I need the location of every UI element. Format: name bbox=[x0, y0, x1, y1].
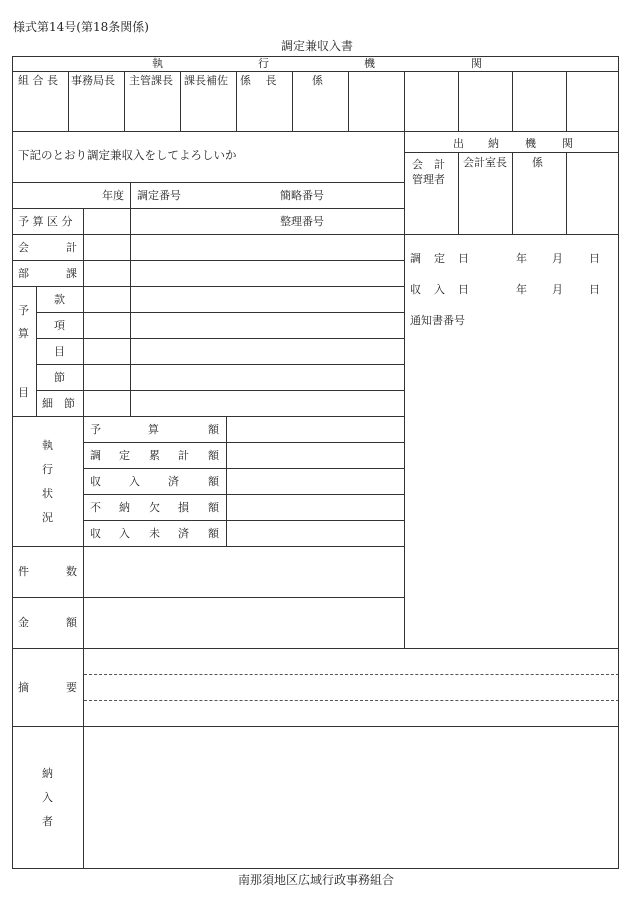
kensu-2: 数 bbox=[66, 565, 77, 578]
chotei-bango-label: 調定番号 bbox=[137, 189, 181, 202]
moku-moku: 目 bbox=[54, 345, 65, 358]
chotei-bi-1: 調 bbox=[410, 252, 421, 265]
buka-label-2: 課 bbox=[66, 267, 77, 280]
status-chotei-4: 計 bbox=[178, 449, 189, 462]
exec-header-4: 関 bbox=[471, 57, 482, 70]
request-text: 下記のとおり調定兼収入をしてよろしいか bbox=[18, 148, 237, 162]
shikko-v4: 況 bbox=[42, 511, 53, 524]
kingaku-1: 金 bbox=[18, 616, 29, 629]
suitou-header-2: 納 bbox=[488, 137, 499, 150]
status-misai-5: 額 bbox=[208, 527, 219, 540]
status-yosan-3: 額 bbox=[208, 423, 219, 436]
status-chotei-3: 累 bbox=[149, 449, 160, 462]
status-shunyu-1: 収 bbox=[90, 475, 101, 488]
role-jimukyokucho: 事務局長 bbox=[71, 74, 115, 87]
role-shukankacho: 主管課長 bbox=[129, 74, 173, 87]
moku-kan: 款 bbox=[54, 293, 65, 306]
yosan-moku-v3: 目 bbox=[18, 386, 29, 399]
suitou-header-1: 出 bbox=[453, 137, 464, 150]
status-chotei-2: 定 bbox=[119, 449, 130, 462]
form-number: 様式第14号(第18条関係) bbox=[13, 20, 149, 34]
status-yosan-1: 予 bbox=[90, 423, 101, 436]
shunyu-bi-3: 日 bbox=[458, 283, 469, 296]
shoryaku-bango-label: 簡略番号 bbox=[280, 189, 324, 202]
shikko-v2: 行 bbox=[42, 463, 53, 476]
moku-setsu: 節 bbox=[54, 371, 65, 384]
yosan-kubun-label: 予 算 区 分 bbox=[18, 215, 73, 228]
moku-saisetsu: 細 節 bbox=[42, 397, 75, 410]
status-misai-4: 済 bbox=[178, 527, 189, 540]
status-funo-1: 不 bbox=[90, 501, 101, 514]
shunyu-year: 年 bbox=[516, 283, 527, 296]
kaikei-label-2: 計 bbox=[66, 241, 77, 254]
role-kachohosa: 課長補佐 bbox=[184, 74, 228, 87]
yosan-moku-v2: 算 bbox=[18, 327, 29, 340]
shunyu-day: 日 bbox=[589, 283, 600, 296]
exec-header-3: 機 bbox=[364, 57, 375, 70]
kingaku-2: 額 bbox=[66, 616, 77, 629]
status-chotei-1: 調 bbox=[90, 449, 101, 462]
exec-header-2: 行 bbox=[258, 57, 269, 70]
chotei-day: 日 bbox=[589, 252, 600, 265]
shikko-v3: 状 bbox=[42, 487, 53, 500]
kensu-1: 件 bbox=[18, 565, 29, 578]
role-kakaricho: 係 長 bbox=[240, 74, 277, 87]
moku-ko: 項 bbox=[54, 319, 65, 332]
exec-header-1: 執 bbox=[152, 57, 163, 70]
status-shunyu-3: 済 bbox=[168, 475, 179, 488]
nonyusha-3: 者 bbox=[42, 815, 53, 828]
chotei-bi-3: 日 bbox=[458, 252, 469, 265]
role-kaikei-kanrisha: 会 計 管理者 bbox=[412, 158, 445, 186]
status-funo-2: 納 bbox=[119, 501, 130, 514]
status-shunyu-2: 入 bbox=[129, 475, 140, 488]
tekiyo-1: 摘 bbox=[18, 681, 29, 694]
role-kumiaicho: 組 合 長 bbox=[18, 74, 58, 87]
nonyusha-1: 納 bbox=[42, 767, 53, 780]
status-funo-3: 欠 bbox=[149, 501, 160, 514]
chotei-month: 月 bbox=[552, 252, 563, 265]
status-yosan-2: 算 bbox=[148, 423, 159, 436]
shunyu-bi-1: 収 bbox=[410, 283, 421, 296]
status-misai-3: 未 bbox=[149, 527, 160, 540]
kaikei-label-1: 会 bbox=[18, 241, 29, 254]
chotei-bi-2: 定 bbox=[434, 252, 445, 265]
status-funo-4: 損 bbox=[178, 501, 189, 514]
role-suitou-kakari: 係 bbox=[532, 156, 543, 169]
footer-organization: 南那須地区広域行政事務組合 bbox=[238, 873, 395, 887]
status-chotei-5: 額 bbox=[208, 449, 219, 462]
shikko-v1: 執 bbox=[42, 439, 53, 452]
nonyusha-2: 入 bbox=[42, 791, 53, 804]
status-shunyu-4: 額 bbox=[208, 475, 219, 488]
status-misai-1: 収 bbox=[90, 527, 101, 540]
status-misai-2: 入 bbox=[119, 527, 130, 540]
seiri-bango-label: 整理番号 bbox=[280, 215, 324, 228]
buka-label-1: 部 bbox=[18, 267, 29, 280]
suitou-header-4: 関 bbox=[562, 137, 573, 150]
nendo-label: 年度 bbox=[102, 189, 124, 202]
form-title: 調定兼収入書 bbox=[281, 39, 354, 53]
shunyu-month: 月 bbox=[552, 283, 563, 296]
shunyu-bi-2: 入 bbox=[434, 283, 445, 296]
tsuchisho-bango-label: 通知書番号 bbox=[410, 314, 465, 327]
suitou-header-3: 機 bbox=[525, 137, 536, 150]
yosan-moku-v1: 予 bbox=[18, 304, 29, 317]
role-kakari: 係 bbox=[312, 74, 323, 87]
status-funo-5: 額 bbox=[208, 501, 219, 514]
tekiyo-2: 要 bbox=[66, 681, 77, 694]
role-kaikei-shitsucho: 会計室長 bbox=[463, 156, 507, 169]
chotei-year: 年 bbox=[516, 252, 527, 265]
